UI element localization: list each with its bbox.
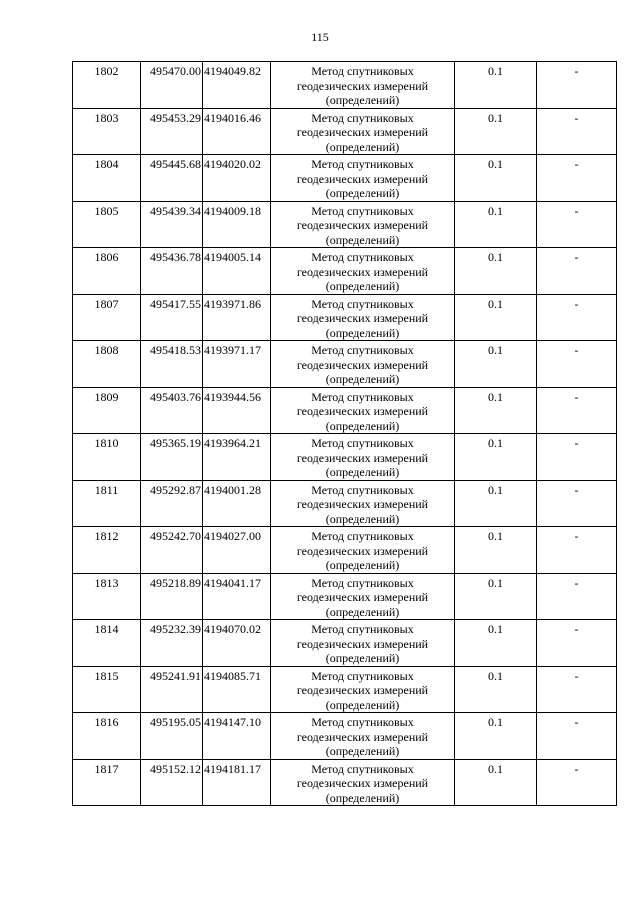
method-text-line: геодезических измерений: [296, 497, 429, 511]
point-number-cell: 1813: [73, 573, 141, 620]
y-coordinate-cell: 4194049.82: [203, 62, 271, 109]
accuracy-cell: 0.1: [455, 341, 537, 388]
point-number-cell: 1809: [73, 387, 141, 434]
note-cell: -: [537, 62, 617, 109]
point-number-cell: 1817: [73, 759, 141, 806]
method-cell: [271, 387, 455, 434]
x-coordinate-cell: 495292.87: [141, 480, 203, 527]
method-text-line: геодезических измерений: [296, 171, 429, 186]
accuracy-cell: 0.1: [455, 480, 537, 527]
accuracy-cell: 0.1: [455, 759, 537, 806]
method-text-line: Метод спутниковых: [311, 761, 414, 776]
method-text-line: (определений): [325, 558, 400, 572]
note-cell: -: [537, 527, 617, 574]
table-row: [73, 248, 617, 295]
method-text-line: (определений): [325, 325, 400, 340]
method-text-line: (определений): [325, 139, 400, 154]
accuracy-cell: 0.1: [455, 434, 537, 481]
method-cell: [271, 666, 455, 713]
x-coordinate-cell: 495439.34: [141, 201, 203, 248]
table-row: [73, 341, 617, 388]
x-coordinate-cell: 495365.19: [141, 434, 203, 481]
method-cell: [271, 201, 455, 248]
note-cell: -: [537, 713, 617, 760]
method-text-line: (определений): [325, 465, 400, 479]
method-cell: [271, 294, 455, 341]
method-cell: [271, 759, 455, 806]
table-row: [73, 759, 617, 806]
method-cell: [271, 573, 455, 620]
y-coordinate-cell: 4194070.02: [203, 620, 271, 667]
y-coordinate-cell: 4194020.02: [203, 155, 271, 202]
accuracy-cell: 0.1: [455, 201, 537, 248]
accuracy-cell: 0.1: [455, 294, 537, 341]
method-text-line: геодезических измерений: [296, 311, 429, 325]
method-text-line: Метод спутниковых: [311, 575, 414, 590]
y-coordinate-cell: 4194181.17: [203, 759, 271, 806]
method-text-line: (определений): [325, 93, 400, 107]
x-coordinate-cell: 495232.39: [141, 620, 203, 667]
method-text-line: геодезических измерений: [296, 264, 429, 279]
table-row: [73, 434, 617, 481]
method-text-line: геодезических измерений: [296, 78, 429, 93]
method-text-line: геодезических измерений: [296, 450, 429, 465]
point-number-cell: 1814: [73, 620, 141, 667]
method-cell: [271, 248, 455, 295]
accuracy-cell: 0.1: [455, 108, 537, 155]
x-coordinate-cell: 495470.00: [141, 62, 203, 109]
note-cell: -: [537, 341, 617, 388]
x-coordinate-cell: 495242.70: [141, 527, 203, 574]
method-cell: [271, 527, 455, 574]
x-coordinate-cell: 495436.78: [141, 248, 203, 295]
note-cell: -: [537, 155, 617, 202]
method-cell: [271, 155, 455, 202]
table-row: [73, 201, 617, 248]
accuracy-cell: 0.1: [455, 713, 537, 760]
x-coordinate-cell: 495453.29: [141, 108, 203, 155]
point-number-cell: 1806: [73, 248, 141, 295]
method-text-line: (определений): [325, 744, 400, 758]
table-row: [73, 294, 617, 341]
y-coordinate-cell: 4194041.17: [203, 573, 271, 620]
method-cell: [271, 62, 455, 109]
y-coordinate-cell: 4193964.21: [203, 434, 271, 481]
x-coordinate-cell: 495152.12: [141, 759, 203, 806]
method-text-line: (определений): [325, 511, 400, 526]
method-text-line: Метод спутниковых: [311, 668, 414, 683]
y-coordinate-cell: 4194085.71: [203, 666, 271, 713]
accuracy-cell: 0.1: [455, 155, 537, 202]
x-coordinate-cell: 495417.55: [141, 294, 203, 341]
point-number-cell: 1816: [73, 713, 141, 760]
point-number-cell: 1811: [73, 480, 141, 527]
y-coordinate-cell: 4193971.86: [203, 294, 271, 341]
table-row: [73, 666, 617, 713]
method-cell: [271, 713, 455, 760]
accuracy-cell: 0.1: [455, 666, 537, 713]
method-text-line: геодезических измерений: [296, 776, 429, 790]
note-cell: -: [537, 759, 617, 806]
x-coordinate-cell: 495445.68: [141, 155, 203, 202]
y-coordinate-cell: 4194009.18: [203, 201, 271, 248]
table-row: [73, 155, 617, 202]
method-text-line: Метод спутниковых: [311, 296, 414, 311]
x-coordinate-cell: 495403.76: [141, 387, 203, 434]
method-text-line: Метод спутниковых: [311, 157, 414, 171]
method-text-line: (определений): [325, 790, 400, 805]
accuracy-cell: 0.1: [455, 62, 537, 109]
method-text-line: геодезических измерений: [296, 357, 429, 372]
table-body: [73, 62, 617, 806]
table-row: [73, 108, 617, 155]
point-number-cell: 1815: [73, 666, 141, 713]
method-text-line: геодезических измерений: [296, 125, 429, 139]
method-text-line: Метод спутниковых: [311, 64, 414, 78]
accuracy-cell: 0.1: [455, 387, 537, 434]
y-coordinate-cell: 4194016.46: [203, 108, 271, 155]
note-cell: -: [537, 387, 617, 434]
method-text-line: геодезических измерений: [296, 729, 429, 744]
table-row: [73, 713, 617, 760]
point-number-cell: 1810: [73, 434, 141, 481]
point-number-cell: 1804: [73, 155, 141, 202]
table-row: [73, 62, 617, 109]
method-text-line: Метод спутниковых: [311, 343, 414, 357]
x-coordinate-cell: 495195.05: [141, 713, 203, 760]
method-cell: [271, 480, 455, 527]
method-text-line: Метод спутниковых: [311, 250, 414, 264]
method-text-line: Метод спутниковых: [311, 110, 414, 125]
note-cell: -: [537, 666, 617, 713]
note-cell: -: [537, 620, 617, 667]
accuracy-cell: 0.1: [455, 527, 537, 574]
note-cell: -: [537, 248, 617, 295]
method-text-line: (определений): [325, 186, 400, 200]
accuracy-cell: 0.1: [455, 573, 537, 620]
y-coordinate-cell: 4194147.10: [203, 713, 271, 760]
page-number: 115: [311, 30, 329, 44]
method-text-line: Метод спутниковых: [311, 482, 414, 497]
method-text-line: геодезических измерений: [296, 683, 429, 697]
table-row: [73, 527, 617, 574]
method-text-line: (определений): [325, 651, 400, 665]
point-number-cell: 1805: [73, 201, 141, 248]
note-cell: -: [537, 573, 617, 620]
y-coordinate-cell: 4194027.00: [203, 527, 271, 574]
x-coordinate-cell: 495241.91: [141, 666, 203, 713]
method-text-line: (определений): [325, 372, 400, 386]
method-text-line: геодезических измерений: [296, 590, 429, 604]
point-number-cell: 1802: [73, 62, 141, 109]
point-number-cell: 1803: [73, 108, 141, 155]
point-number-cell: 1807: [73, 294, 141, 341]
method-text-line: Метод спутниковых: [311, 389, 414, 404]
point-number-cell: 1812: [73, 527, 141, 574]
method-text-line: Метод спутниковых: [311, 203, 414, 218]
note-cell: -: [537, 434, 617, 481]
method-text-line: (определений): [325, 418, 400, 433]
note-cell: -: [537, 108, 617, 155]
note-cell: -: [537, 201, 617, 248]
accuracy-cell: 0.1: [455, 248, 537, 295]
table-row: [73, 387, 617, 434]
method-text-line: Метод спутниковых: [311, 715, 414, 729]
x-coordinate-cell: 495418.53: [141, 341, 203, 388]
table-row: [73, 573, 617, 620]
method-text-line: (определений): [325, 604, 400, 619]
y-coordinate-cell: 4193971.17: [203, 341, 271, 388]
method-cell: [271, 434, 455, 481]
y-coordinate-cell: 4194001.28: [203, 480, 271, 527]
method-text-line: Метод спутниковых: [311, 436, 414, 450]
y-coordinate-cell: 4194005.14: [203, 248, 271, 295]
method-text-line: геодезических измерений: [296, 404, 429, 418]
method-text-line: Метод спутниковых: [311, 622, 414, 636]
method-cell: [271, 620, 455, 667]
note-cell: -: [537, 480, 617, 527]
method-cell: [271, 108, 455, 155]
method-text-line: геодезических измерений: [296, 636, 429, 651]
method-text-line: геодезических измерений: [296, 543, 429, 558]
point-number-cell: 1808: [73, 341, 141, 388]
method-cell: [271, 341, 455, 388]
accuracy-cell: 0.1: [455, 620, 537, 667]
coordinates-table: [72, 61, 617, 806]
method-text-line: (определений): [325, 279, 400, 293]
method-text-line: (определений): [325, 697, 400, 712]
table-row: [73, 480, 617, 527]
method-text-line: Метод спутниковых: [311, 529, 414, 543]
note-cell: -: [537, 294, 617, 341]
x-coordinate-cell: 495218.89: [141, 573, 203, 620]
y-coordinate-cell: 4193944.56: [203, 387, 271, 434]
table-row: [73, 620, 617, 667]
method-text-line: геодезических измерений: [296, 218, 429, 232]
method-text-line: (определений): [325, 232, 400, 247]
